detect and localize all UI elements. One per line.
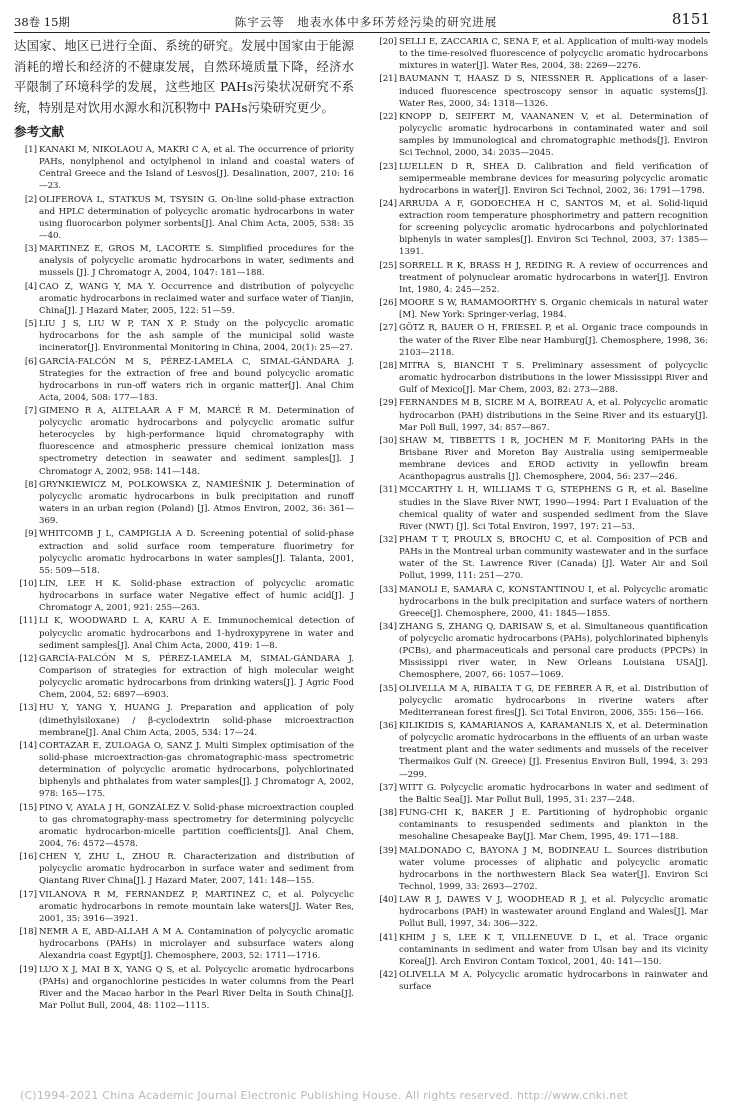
reference-text: KHIM J S, LEE K T, VILLENEUVE D L, et al. Trace organic contaminants in sediment and water from Ulsan bay and its vicinity Korea[J]. Arch Environ Contam Toxicol, 2001, 40: 141—150. [399, 932, 708, 967]
reference-item [14, 889, 354, 925]
intro-paragraph: 达国家、地区已进行全面、系统的研究。发展中国家由于能源消耗的增长和经济的不健康发展，自然环境质量下降，经济水平限制了环境科学的发展，这些地区 PAHs污染状况研究不系统，特别是对饮用水源水和沉积物中 PAHs污染研究更少。 [14, 39, 354, 115]
reference-number: [31] [379, 485, 397, 496]
reference-item [374, 36, 708, 72]
reference-item [374, 322, 708, 358]
reference-item [374, 845, 708, 893]
reference-number: [38] [379, 808, 397, 819]
reference-text: GÖTZ R, BAUER O H, FRIESEL P, et al. Organic trace compounds in the water of the River Elbe near Hamburg[J]. Chemosphere, 1998, 36: 2103—2118. [399, 323, 708, 358]
reference-text: PINO V, AYALA J H, GONZÁLEZ V. Solid-phase microextraction coupled to gas chromatography-mass spectrometry for determining polycyclic aromatic hydrocarbon-micelle partition coefficients[J]. Anal Chem, 2004, 76: 4572—4578. [39, 802, 354, 849]
reference-text: SHAW M, TIBBETTS I R, JOCHEN M F. Monitoring PAHs in the Brisbane River and Moreton Bay Australia using semipermeable membrane devices and EROD activity in yellowfin bream Acanthopagrus australis [J]. Chemosphere, 2004, 56: 237—246. [399, 435, 708, 483]
reference-number: [27] [379, 323, 397, 334]
reference-number: [13] [19, 703, 37, 714]
reference-number: [9] [24, 529, 37, 540]
reference-text: OLIVELLA M A. Polycyclic aromatic hydrocarbons in rainwater and surface [399, 970, 708, 993]
reference-item [14, 243, 354, 279]
reference-item [374, 161, 708, 197]
reference-item [374, 534, 708, 582]
page-number: 8151 [671, 10, 710, 28]
reference-item [14, 851, 354, 887]
reference-text: KNOPP D, SEIFERT M, VAANANEN V, et al. Determination of polycyclic aromatic hydrocarbons in contaminated water and soil samples by immunological and chromatographic methods[J]. Environ Sci Technol, 2000, 34: 2035—2045. [399, 111, 708, 159]
reference-number: [34] [379, 622, 397, 633]
reference-text: CORTAZAR E, ZULOAGA O, SANZ J. Multi Simplex optimisation of the solid-phase microextraction-gas chromatographic-mass spectrometric determination of polycyclic aromatic hydrocarbons, polychlorinated biphenyls and phthalates from water samples[J]. J Chromatogr A, 2002, 978: 165—175. [39, 740, 354, 800]
reference-text: FUNG-CHI K, BAKER J E. Partitioning of hydrophobic organic contaminants to resuspended sediments and plankton in the mesohaline Chesapeake Bay[J]. Mar Chem, 1995, 49: 171—188. [399, 808, 708, 843]
reference-text: GARCÍA-FALCÓN M S, PÉREZ-LAMELA M, SIMAL-GÁNDARA J. Comparison of strategies for extraction of high molecular weight polycyclic aromatic hydrocarbons from drinking waters[J]. J Agric Food Chem, 2004, 52: 6897—6903. [39, 653, 354, 701]
page-header [0, 0, 732, 32]
reference-number: [24] [379, 198, 397, 209]
reference-item [374, 932, 708, 968]
reference-item [14, 405, 354, 478]
reference-item [374, 720, 708, 780]
reference-number: [16] [19, 852, 37, 863]
reference-number: [29] [379, 398, 397, 409]
reference-number: [20] [379, 37, 397, 47]
reference-text: WHITCOMB J L, CAMPIGLIA A D. Screening potential of solid-phase extraction and solid surface room temperature fluorimetry for polycyclic aromatic hydrocarbons in water samples[J]. Talanta, 2001, 55: 509—518. [39, 529, 354, 576]
reference-text: KILIKIDIS S, KAMARIANOS A, KARAMANLIS X, et al. Determination of polycyclic aromatic hydrocarbons in the effluents of an urban waste treatment plant and the water sediments and mussels of the receiver Thermaikos Gulf (N. Greece) [J]. Fresenius Environ Bull, 1994, 3: 293—299. [399, 721, 708, 780]
reference-item [374, 807, 708, 843]
reference-number: [30] [379, 435, 397, 446]
reference-item [374, 584, 708, 620]
references-heading: 参考文献 [14, 124, 65, 139]
copyright-watermark: (C)1994-2021 China Academic Journal Electronic Publishing House. All rights reserved. http://www.cnki.net [20, 1089, 628, 1102]
reference-text: GARCÍA-FALCÓN M S, PÉREZ-LAMELA C, SIMAL-GÁNDARA J. Strategies for the extraction of free and bound polycyclic aromatic hydrocarbons in run-off waters rich in organic matter[J]. Anal Chim Acta, 2004, 508: 177—183. [39, 356, 354, 403]
reference-text: OLIFEROVA L, STATKUS M, TSYSIN G. On-line solid-phase extraction and HPLC determination of polycyclic aromatic hydrocarbons in water using fluorocarbon polymer sorbents[J]. Anal Chim Acta, 2005, 538: 35—40. [39, 194, 354, 241]
reference-item [14, 740, 354, 800]
reference-item [374, 484, 708, 532]
reference-number: [42] [379, 970, 397, 981]
reference-text: SELLI E, ZACCARIA C, SENA F, et al. Application of multi-way models to the time-resolved fluorescence of polycyclic aromatic hydrocarbons mixtures in water[J]. Water Res, 2004, 38: 2269—2276. [399, 37, 708, 72]
reference-number: [1] [24, 145, 37, 155]
reference-item [374, 894, 708, 930]
reference-text: MALDONADO C, BAYONA J M, BODINEAU L. Sources distribution water volume processes of aliphatic and polycyclic aromatic hydrocarbons in the northwestern Black Sea water[J]. Environ Sci Technol, 1999, 33: 2693—2702. [399, 845, 708, 892]
reference-text: SORRELL R K, BRASS H J, REDING R. A review of occurrences and treatment of polynuclear aromatic hydrocarbons in water[J]. Environ Int, 1980, 4: 245—252. [399, 260, 708, 295]
reference-number: [11] [19, 616, 37, 627]
reference-item [374, 621, 708, 681]
reference-item [14, 281, 354, 317]
reference-item [14, 702, 354, 738]
volume-issue: 38卷 15期 [14, 15, 70, 29]
reference-number: [28] [379, 360, 397, 371]
reference-number: [18] [19, 927, 37, 938]
reference-item [14, 964, 354, 1012]
reference-number: [7] [24, 406, 37, 417]
reference-text: BAUMANN T, HAASZ D S, NIESSNER R. Applications of a laser-induced fluorescence spectroscopy sensor in aquatic systems[J]. Water Res, 2000, 34: 1318—1326. [399, 74, 708, 109]
reference-item [14, 479, 354, 527]
reference-number: [35] [379, 683, 397, 694]
reference-text: FERNANDES M B, SICRE M A, BOIREAU A, et al. Polycyclic aromatic hydrocarbon (PAH) distributions in the Seine River and its estuary[J]. Mar Poll Bull, 1997, 34: 857—867. [399, 398, 708, 433]
references-list-right [374, 36, 708, 993]
reference-item [374, 198, 708, 258]
reference-item [374, 969, 708, 993]
reference-item [14, 802, 354, 850]
reference-number: [17] [19, 889, 37, 900]
reference-text: KANAKI M, NIKOLAOU A, MAKRI C A, et al. The occurrence of priority PAHs, nonylphenol and octylphenol in inland and coastal waters of Central Greece and the Island of Lesvos[J]. Desalination, 2007, 210: 16—23. [39, 145, 354, 192]
reference-text: VILANOVA R M, FERNANDEZ P, MARTINEZ C, et al. Polycyclic aromatic hydrocarbons in remote mountain lake waters[J]. Water Res, 2001, 35: 3916—3921. [39, 889, 354, 924]
left-column [14, 36, 354, 1013]
reference-number: [21] [379, 74, 397, 85]
reference-text: OLIVELLA M A, RIBALTA T G, DE FEBRER A R, et al. Distribution of polycyclic aromatic hydrocarbons in riverine waters after Mediterranean forest fires[J]. Sci Total Environ, 2006, 355: 156—166. [399, 683, 708, 718]
reference-number: [25] [379, 260, 397, 271]
reference-item [374, 297, 708, 321]
reference-number: [36] [379, 721, 397, 732]
reference-item [14, 926, 354, 962]
reference-text: HU Y, YANG Y, HUANG J. Preparation and application of poly (dimethylsiloxane) / β-cyclodextrin solid-phase microextraction membrane[J]. Anal Chim Acta, 2005, 534: 17—24. [39, 703, 354, 738]
reference-item [14, 356, 354, 404]
reference-number: [32] [379, 535, 397, 545]
reference-text: WITT G. Polycyclic aromatic hydrocarbons in water and sediment of the Baltic Sea[J]. Mar Pollut Bull, 1995, 31: 237—248. [399, 782, 708, 805]
reference-text: MANOLI E, SAMARA C, KONSTANTINOU I, et al. Polycyclic aromatic hydrocarbons in the bulk precipitation and surface waters of northern Greece[J]. Chemosphere, 2000, 41: 1845—1855. [399, 584, 708, 619]
references-list-left [14, 144, 354, 1012]
reference-text: CAO Z, WANG Y, MA Y. Occurrence and distribution of polycyclic aromatic hydrocarbons in reclaimed water and surface water of Tianjin, China[J]. J Hazard Mater, 2005, 122: 51—59. [39, 281, 354, 316]
reference-text: CHEN Y, ZHU L, ZHOU R. Characterization and distribution of polycyclic aromatic hydrocarbon in surface water and sediment from Qiantang River China[J]. J Hazard Mater, 2007, 141: 148—155. [39, 852, 354, 887]
reference-text: LAW R J, DAWES V J, WOODHEAD R J, et al. Polycyclic aromatic hydrocarbons (PAH) in wastewater around England and Wales[J]. Mar Pollut Bull, 1997, 34: 306—322. [399, 895, 708, 930]
reference-text: LI K, WOODWARD L A, KARU A E. Immunochemical detection of polycyclic aromatic hydrocarbons and 1-hydroxypyrene in water and sediment samples[J]. Anal Chim Acta, 2000, 419: 1—8. [39, 616, 354, 651]
reference-item [14, 578, 354, 614]
reference-number: [22] [379, 111, 397, 122]
reference-number: [5] [24, 319, 37, 330]
reference-number: [12] [19, 653, 37, 664]
reference-number: [26] [379, 298, 397, 309]
reference-item [374, 260, 708, 296]
reference-text: MITRA S, BIANCHI T S. Preliminary assessment of polycyclic aromatic hydrocarbon distributions in the lower Mississippi River and Gulf of Mexico[J]. Mar Chem, 2003, 82: 273—288. [399, 360, 708, 396]
reference-text: LUELLEN D R, SHEA D. Calibration and field verification of semipermeable membrane devices for measuring polycyclic aromatic hydrocarbons in water[J]. Environ Sci Technol, 2002, 36: 1791—1798. [399, 161, 708, 196]
reference-item [374, 435, 708, 483]
reference-number: [15] [19, 802, 37, 813]
reference-text: PHAM T T, PROULX S, BROCHU C, et al. Composition of PCB and PAHs in the Montreal urban community wastewater and in the surface water of the St. Lawrence River (Canada) [J]. Water Air and Soil Pollut, 1999, 111: 251—270. [399, 535, 708, 582]
reference-text: MARTINEZ E, GROS M, LACORTE S. Simplified procedures for the analysis of polycyclic aromatic hydrocarbons in water, sediments and mussels [J]. J Chromatogr A, 2004, 1047: 181—188. [39, 244, 354, 279]
reference-item [374, 360, 708, 396]
reference-number: [41] [379, 932, 397, 943]
reference-text: LIN, LEE H K. Solid-phase extraction of polycyclic aromatic hydrocarbons in surface water Negative effect of humic acid[J]. J Chromatogr A, 2001, 921: 255—263. [39, 578, 354, 614]
reference-text: MCCARTHY L H, WILLIAMS T G, STEPHENS G R, et al. Baseline studies in the Slave River NWT, 1990—1994: Part I Evaluation of the chemical quality of water and suspended sediment from the Slave River (NWT) [J]. Sci Total Environ, 1997, 197: 21—53. [399, 485, 708, 532]
reference-number: [19] [19, 964, 37, 975]
reference-number: [6] [24, 356, 37, 367]
reference-item [14, 615, 354, 651]
reference-item [374, 683, 708, 719]
reference-text: LIU J S, LIU W P, TAN X P. Study on the polycyclic aromatic hydrocarbons for the ash sample of the municipal solid waste incinerator[J]. Environmental Monitoring in China, 2004, 20(1): 25—27. [39, 319, 354, 354]
header-rule [14, 32, 710, 33]
reference-item [14, 318, 354, 354]
reference-item [374, 782, 708, 806]
reference-text: ARRUDA A F, GODOECHEA H C, SANTOS M, et al. Solid-liquid extraction room temperature phosphorimetry and pattern recognition for screening polycyclic aromatic hydrocarbons and polychlorinated biphenyls in water samples[J]. Environ Sci Technol, 2003, 37: 1385—1391. [399, 198, 708, 258]
reference-text: LUO X J, MAI B X, YANG Q S, et al. Polycyclic aromatic hydrocarbons (PAHs) and organochlorine pesticides in water columns from the Pearl River and the Macao harbor in the Pearl River Delta in South China[J]. Mar Pollut Bull, 2004, 48: 1102—1115. [39, 964, 354, 1011]
reference-item [374, 397, 708, 433]
reference-item [14, 144, 354, 192]
reference-item [14, 528, 354, 576]
reference-item [14, 194, 354, 242]
reference-number: [8] [24, 479, 37, 490]
reference-text: NEMR A E, ABD-ALLAH A M A. Contamination of polycyclic aromatic hydrocarbons (PAHs) in microlayer and subsurface waters along Alexandria coast Egypt[J]. Chemosphere, 2003, 52: 1711—1716. [39, 927, 354, 962]
reference-item [374, 73, 708, 109]
reference-text: GIMENO R A, ALTELAAR A F M, MARCÉ R M. Determination of polycyclic aromatic hydrocarbons and polycyclic aromatic sulfur heterocycles by high-performance liquid chromatography with fluorescence and atmospheric pressure chemical ionization mass spectrometry detection in seawater and sediment samples[J]. J Chromatogr A, 2002, 958: 141—148. [39, 406, 354, 477]
reference-number: [4] [24, 281, 37, 292]
reference-item [14, 653, 354, 701]
reference-text: MOORE S W, RAMAMOORTHY S. Organic chemicals in natural water [M]. New York: Springer-verlag, 1984. [399, 298, 708, 321]
reference-number: [10] [19, 578, 37, 589]
reference-number: [23] [379, 161, 397, 172]
right-column [374, 36, 708, 995]
reference-number: [14] [19, 740, 37, 751]
reference-number: [39] [379, 845, 397, 856]
reference-text: ZHANG S, ZHANG Q, DARISAW S, et al. Simultaneous quantification of polycyclic aromatic hydrocarbons (PAHs), polychlorinated biphenyls (PCBs), and pharmaceuticals and personal care products (PPCPs) in Mississippi river water, in New Orleans Louisiana USA[J]. Chemosphere, 2007, 66: 1057—1069. [399, 622, 708, 681]
reference-text: GRYNKIEWICZ M, POLKOWSKA Z, NAMIEŚNIK J. Determination of polycyclic aromatic hydrocarbons in bulk precipitation and runoff waters in an urban region (Poland) [J]. Atmos Environ, 2002, 36: 361—369. [39, 479, 354, 527]
reference-number: [37] [379, 782, 397, 793]
running-title: 陈宇云等 地表水体中多环芳烃污染的研究进展 [234, 15, 498, 29]
reference-item [374, 111, 708, 159]
reference-number: [3] [24, 244, 37, 255]
reference-number: [2] [24, 194, 37, 205]
reference-number: [33] [379, 584, 397, 595]
reference-number: [40] [379, 895, 397, 906]
